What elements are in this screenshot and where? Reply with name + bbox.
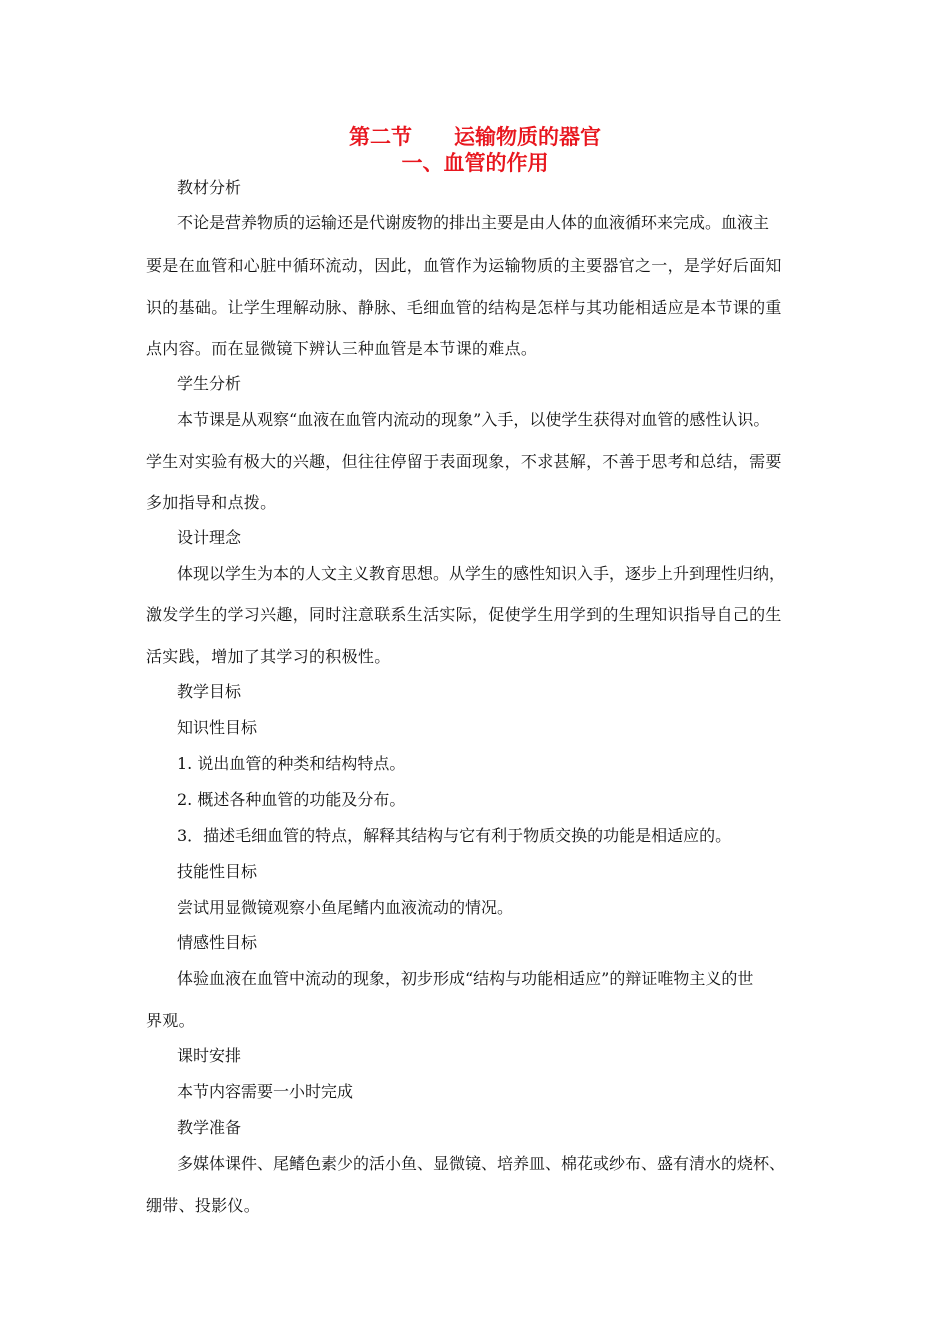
material-analysis-line-2: 要是在血管和心脏中循环流动，因此，血管作为运输物质的主要器官之一，是学好后面知 [146, 256, 782, 275]
heading-material-analysis: 教材分析 [177, 178, 242, 197]
heading-knowledge-goals: 知识性目标 [177, 718, 258, 737]
knowledge-goal-item-1: 1. 说出血管的种类和结构特点。 [177, 754, 406, 773]
preparation-line-1: 多媒体课件、尾鳍色素少的活小鱼、显微镜、培养皿、棉花或纱布、盛有清水的烧杯、 [177, 1154, 786, 1173]
heading-skill-goals: 技能性目标 [177, 862, 258, 881]
emotion-goal-line-1: 体验血液在血管中流动的现象，初步形成“结构与功能相适应”的辩证唯物主义的世 [177, 969, 754, 988]
design-concept-line-3: 活实践，增加了其学习的积极性。 [146, 647, 391, 666]
preparation-line-2: 绷带、投影仪。 [146, 1196, 261, 1215]
skill-goal-text: 尝试用显微镜观察小鱼尾鳍内血液流动的情况。 [177, 898, 514, 917]
emotion-goal-line-2: 界观。 [146, 1011, 195, 1030]
heading-schedule: 课时安排 [177, 1046, 242, 1065]
heading-teaching-goals: 教学目标 [177, 682, 242, 701]
design-concept-line-1: 体现以学生为本的人文主义教育思想。从学生的感性知识入手，逐步上升到理性归纳， [177, 564, 786, 583]
design-concept-line-2: 激发学生的学习兴趣，同时注意联系生活实际，促使学生用学到的生理知识指导自己的生 [146, 605, 782, 624]
student-analysis-line-2: 学生对实验有极大的兴趣，但往往停留于表面现象，不求甚解，不善于思考和总结，需要 [146, 452, 782, 471]
material-analysis-line-3: 识的基础。让学生理解动脉、静脉、毛细血管的结构是怎样与其功能相适应是本节课的重 [146, 298, 782, 317]
heading-emotion-goals: 情感性目标 [177, 933, 258, 952]
heading-design-concept: 设计理念 [177, 528, 242, 547]
schedule-text: 本节内容需要一小时完成 [177, 1082, 354, 1101]
material-analysis-line-4: 点内容。而在显微镜下辨认三种血管是本节课的难点。 [146, 339, 538, 358]
student-analysis-line-1: 本节课是从观察“血液在血管内流动的现象”入手，以使学生获得对血管的感性认识。 [177, 410, 770, 429]
material-analysis-line-1: 不论是营养物质的运输还是代谢废物的排出主要是由人体的血液循环来完成。血液主 [177, 213, 770, 232]
knowledge-goal-item-2: 2. 概述各种血管的功能及分布。 [177, 790, 406, 809]
heading-student-analysis: 学生分析 [177, 374, 242, 393]
section-title: 第二节 运输物质的器官 [349, 125, 601, 149]
heading-preparation: 教学准备 [177, 1118, 242, 1137]
knowledge-goal-item-3: 3．描述毛细血管的特点，解释其结构与它有利于物质交换的功能是相适应的。 [177, 826, 732, 845]
subsection-title: 一、血管的作用 [401, 151, 549, 175]
student-analysis-line-3: 多加指导和点拨。 [146, 493, 277, 512]
